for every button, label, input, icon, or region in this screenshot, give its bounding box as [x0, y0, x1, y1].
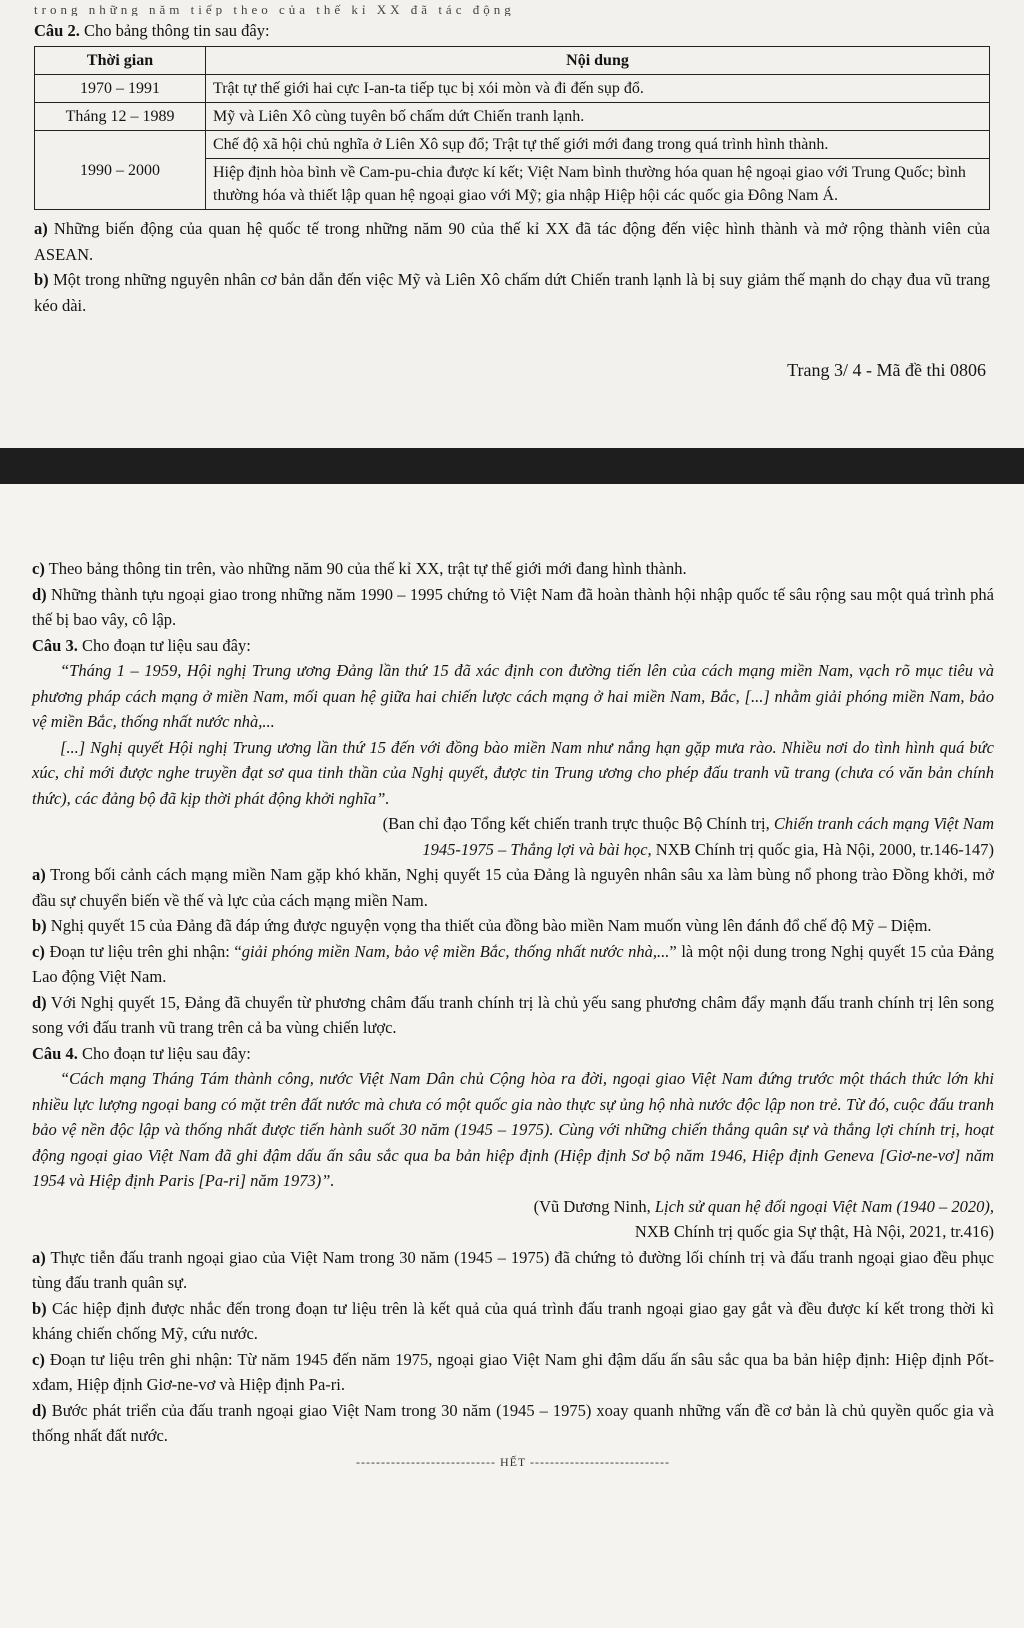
- page-separator: [0, 448, 1024, 484]
- item-label: b): [32, 1298, 47, 1318]
- question-4-quote: “Cách mạng Tháng Tám thành công, nước Việt Nam Dân chủ Cộng hòa ra đời, ngoại giao Việt Nam đứng trước một thách thức lớn khi nhiều lực lượng ngoại bang có mặt trên đất nước mà chưa có một quốc gia nào thực sự ủng hộ nhà nước độc lập non trẻ. Từ đó, cuộc đấu tranh bảo vệ nền độc lập và thống nhất được tiến hành suốt 30 năm (1945 – 1975). Cùng với những chiến thắng quân sự và thắng lợi chính trị, hoạt động ngoại giao Việt Nam đã ghi đậm dấu ấn sâu sắc qua ba bản hiệp định (Hiệp định Sơ bộ năm 1946, Hiệp định Geneva [Giơ-ne-vơ] năm 1954 và Hiệp định Paris [Pa-ri] năm 1973)”.: [32, 1069, 994, 1190]
- info-table: [34, 46, 990, 210]
- source-publisher: NXB Chính trị quốc gia, Hà Nội, 2000, tr.146-147): [655, 839, 994, 859]
- item-text: Một trong những nguyên nhân cơ bản dẫn đến việc Mỹ và Liên Xô chấm dứt Chiến tranh lạnh là bị suy giảm thế mạnh do chạy đua vũ trang kéo dài.: [34, 270, 990, 315]
- item-text-end: ” là một nội dung trong Nghị quyết 15 của Đảng Lao động Việt Nam.: [32, 941, 995, 986]
- item-text: Theo bảng thông tin trên, vào những năm 90 của thế kỉ XX, trật tự thế giới mới đang hình thành.: [48, 559, 687, 578]
- cut-off-text: trong những năm tiếp theo của thế kỉ XX đã tác động: [34, 2, 515, 16]
- item-text: Đoạn tư liệu trên ghi nhận: Từ năm 1945 đến năm 1975, ngoại giao Việt Nam ghi đậm dấu ấn sâu sắc qua ba bản hiệp định: Hiệp định Pốt-xđam, Hiệp định Giơ-ne-vơ và Hiệp định Pa-ri.: [32, 1349, 995, 1394]
- item-label: a): [34, 219, 48, 238]
- table-cell-time: Tháng 12 – 1989: [35, 103, 206, 131]
- exam-page-3: [0, 0, 1024, 448]
- question-2-header: [34, 20, 990, 42]
- question-2d: [32, 582, 994, 633]
- item-text: Nghị quyết 15 của Đảng đã đáp ứng được nguyện vọng tha thiết của đồng bào miền Nam muốn vùng lên đánh đổ chế độ Mỹ – Diệm.: [50, 916, 932, 935]
- item-label: b): [34, 270, 49, 289]
- item-label: c): [32, 1349, 45, 1369]
- question-2c: [32, 556, 994, 582]
- question-3-quote-2: [...] Nghị quyết Hội nghị Trung ương lần thứ 15 đến với đồng bào miền Nam như nắng hạn gặp mưa rào. Nhiều nơi do tình hình quá bức xúc, chỉ mới được nghe truyền đạt sơ qua tinh thần của Nghị quyết, được tin Trung ương cho phép đấu tranh vũ trang (chưa có văn bản chính thức), các đảng bộ đã kịp thời phát động khởi nghĩa”.: [32, 737, 994, 808]
- question-3-source: [32, 811, 994, 862]
- table-cell-content: Hiệp định hòa bình về Cam-pu-chia được kí kết; Việt Nam bình thường hóa quan hệ ngoại giao với Trung Quốc; bình thường hóa và thiết lập quan hệ ngoại giao với Mỹ; gia nhập Hiệp hội các quốc gia Đông Nam Á.: [206, 159, 990, 210]
- table-cell-content: Trật tự thế giới hai cực I-an-ta tiếp tục bị xói mòn và đi đến sụp đổ.: [206, 75, 990, 103]
- table-header-content: Nội dung: [206, 47, 990, 75]
- item-label: d): [32, 1400, 47, 1420]
- end-rule-left: ----------------------------: [356, 1454, 500, 1469]
- item-text: Các hiệp định được nhắc đến trong đoạn tư liệu trên là kết quả của quá trình đấu tranh ngoại giao gay gắt và đều được kí kết trong thời kì kháng chiến chống Mỹ, cứu nước.: [32, 1298, 994, 1343]
- item-label: d): [32, 584, 47, 604]
- question-3c: [32, 939, 994, 990]
- question-4-intro: Cho đoạn tư liệu sau đây:: [81, 1043, 251, 1063]
- question-2-label: Câu 2.: [34, 21, 80, 40]
- item-text: Những biến động của quan hệ quốc tế trong những năm 90 của thế kỉ XX đã tác động đến việc hình thành và mở rộng thành viên của ASEAN.: [34, 219, 990, 264]
- item-text: Bước phát triển của đấu tranh ngoại giao Việt Nam trong 30 năm (1945 – 1975) xoay quanh những vấn đề cơ bản là chủ quyền quốc gia và thống nhất đất nước.: [32, 1400, 995, 1445]
- item-label: a): [32, 1247, 46, 1267]
- question-3-intro: Cho đoạn tư liệu sau đây:: [81, 635, 251, 655]
- question-2a: [34, 216, 990, 267]
- source-title-cont: 1945-1975 – Thắng lợi và bài học,: [422, 839, 652, 859]
- item-label: a): [32, 865, 46, 884]
- source-publisher: NXB Chính trị quốc gia Sự thật, Hà Nội, 2021, tr.416): [634, 1222, 994, 1241]
- end-rule-right: ----------------------------: [526, 1454, 670, 1469]
- table-cell-time: 1970 – 1991: [35, 75, 206, 103]
- source-author: (Vũ Dương Ninh,: [533, 1196, 651, 1216]
- question-4-label: Câu 4.: [32, 1043, 78, 1063]
- question-3a: [32, 862, 994, 913]
- item-text: Trong bối cảnh cách mạng miền Nam gặp khó khăn, Nghị quyết 15 của Đảng là nguyên nhân sâu xa làm bùng nổ phong trào Đồng khởi, mở đầu sự chuyển biến về thế và lực của cách mạng miền Nam.: [32, 865, 994, 910]
- source-author: (Ban chỉ đạo Tổng kết chiến tranh trực thuộc Bộ Chính trị,: [382, 814, 770, 833]
- question-4d: [32, 1398, 994, 1449]
- question-3d: [32, 990, 994, 1041]
- source-title: Chiến tranh cách mạng Việt Nam: [773, 814, 994, 833]
- question-4-source: [32, 1194, 994, 1245]
- question-3-quote-1: “Tháng 1 – 1959, Hội nghị Trung ương Đảng lần thứ 15 đã xác định con đường tiến lên của cách mạng miền Nam, vạch rõ mục tiêu và phương pháp cách mạng ở miền Nam, mối quan hệ giữa hai chiến lược cách mạng ở hai miền Nam, Bắc, [...] nhằm giải phóng miền Nam, bảo vệ miền Bắc, thống nhất nước nhà,...: [32, 661, 994, 731]
- item-text: Những thành tựu ngoại giao trong những năm 1990 – 1995 chứng tỏ Việt Nam đã hoàn thành hội nhập quốc tế sâu rộng sau một quá trình phá thế bị bao vây, cô lập.: [32, 584, 995, 629]
- question-4-header: [32, 1041, 994, 1067]
- item-text: Đoạn tư liệu trên ghi nhận: “: [49, 941, 242, 961]
- table-row: [35, 75, 990, 103]
- table-header-row: [35, 47, 990, 75]
- table-row: [35, 103, 990, 131]
- question-4a: [32, 1245, 994, 1296]
- question-2-intro: Cho bảng thông tin sau đây:: [83, 21, 270, 40]
- table-cell-time: 1990 – 2000: [35, 131, 206, 210]
- end-mark: [32, 1455, 994, 1470]
- page-footer: Trang 3/ 4 - Mã đề thi 0806: [787, 360, 986, 380]
- table-cell-content: Mỹ và Liên Xô cùng tuyên bố chấm dứt Chiến tranh lạnh.: [206, 103, 990, 131]
- item-text: Với Nghị quyết 15, Đảng đã chuyển từ phương châm đấu tranh chính trị là chủ yếu sang phương châm đẩy mạnh đấu tranh chính trị lên song song với đấu tranh vũ trang trên cả ba vùng chiến lược.: [32, 992, 995, 1037]
- question-3-label: Câu 3.: [32, 635, 78, 655]
- source-title: Lịch sử quan hệ đối ngoại Việt Nam (1940 – 2020),: [654, 1196, 994, 1216]
- end-mark-text: HẾT: [499, 1454, 527, 1469]
- exam-page-4: [0, 484, 1024, 1628]
- item-text: Thực tiễn đấu tranh ngoại giao của Việt Nam trong 30 năm (1945 – 1975) đã chứng tỏ đường lối chính trị và đấu tranh ngoại giao đều phục tùng đấu tranh quân sự.: [32, 1247, 994, 1292]
- question-2b: [34, 267, 990, 318]
- table-cell-content: Chế độ xã hội chủ nghĩa ở Liên Xô sụp đổ; Trật tự thế giới mới đang trong quá trình hình thành.: [206, 131, 990, 159]
- item-quote: giải phóng miền Nam, bảo vệ miền Bắc, thống nhất nước nhà,...: [241, 941, 670, 961]
- question-3b: [32, 913, 994, 939]
- table-header-time: Thời gian: [35, 47, 206, 75]
- question-4b: [32, 1296, 994, 1347]
- item-label: b): [32, 916, 47, 935]
- item-label: d): [32, 992, 47, 1012]
- question-4c: [32, 1347, 994, 1398]
- item-label: c): [32, 941, 45, 961]
- question-3-header: [32, 633, 994, 659]
- table-row: [35, 131, 990, 159]
- item-label: c): [32, 559, 45, 578]
